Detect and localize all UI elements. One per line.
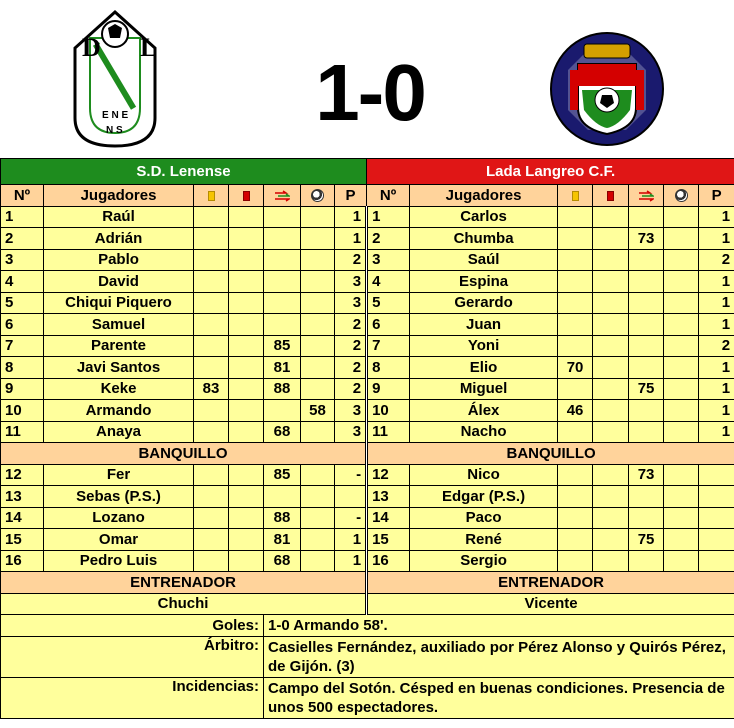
player-g (301, 249, 335, 271)
red-card-icon (607, 191, 614, 201)
player-n: 13 (367, 486, 410, 508)
player-p (699, 464, 734, 486)
player-g (664, 529, 699, 551)
player-p: - (335, 464, 367, 486)
player-s (264, 486, 301, 508)
player-n: 12 (367, 464, 410, 486)
player-n: 9 (367, 378, 410, 400)
player-p: 1 (699, 271, 734, 293)
player-p: 1 (699, 314, 734, 336)
player-name: Saúl (410, 249, 558, 271)
player-name: Armando (44, 400, 194, 422)
col-p: P (335, 185, 367, 207)
player-name: Edgar (P.S.) (410, 486, 558, 508)
player-r (229, 507, 264, 529)
player-r (229, 550, 264, 572)
player-g (664, 228, 699, 250)
player-n: 16 (1, 550, 44, 572)
table-row (1, 486, 734, 508)
player-p: 2 (335, 357, 367, 379)
player-y (558, 335, 593, 357)
player-r (593, 335, 629, 357)
player-name: Pablo (44, 249, 194, 271)
player-y (194, 357, 229, 379)
player-r (229, 206, 264, 228)
player-g (301, 314, 335, 336)
player-p: 2 (335, 335, 367, 357)
player-y (194, 421, 229, 443)
match-header (0, 0, 734, 158)
svg-text:D: D (82, 33, 101, 62)
away-section-label: Vicente (367, 593, 734, 615)
column-header-row (1, 185, 734, 207)
player-y (194, 486, 229, 508)
table-row (1, 249, 734, 271)
player-s: 81 (264, 529, 301, 551)
player-g (664, 249, 699, 271)
player-g (664, 507, 699, 529)
player-g (301, 357, 335, 379)
player-s (264, 228, 301, 250)
player-n: 4 (1, 271, 44, 293)
red-card-icon (243, 191, 250, 201)
player-name: Sergio (410, 550, 558, 572)
player-name: Elio (410, 357, 558, 379)
player-name: David (44, 271, 194, 293)
player-n: 14 (367, 507, 410, 529)
player-p: 1 (699, 400, 734, 422)
section-row (1, 593, 734, 615)
player-g: 58 (301, 400, 335, 422)
player-p: 1 (335, 529, 367, 551)
col-num: Nº (1, 185, 44, 207)
table-row (1, 421, 734, 443)
player-r (593, 314, 629, 336)
svg-text:L: L (140, 33, 158, 62)
ball-icon (675, 189, 688, 202)
player-g (301, 206, 335, 228)
player-name: Chiqui Piquero (44, 292, 194, 314)
player-g (301, 378, 335, 400)
player-g (301, 335, 335, 357)
player-n: 12 (1, 464, 44, 486)
player-y (194, 249, 229, 271)
player-s (264, 292, 301, 314)
player-y (558, 314, 593, 336)
player-p (699, 507, 734, 529)
info-row (1, 677, 734, 718)
player-n: 11 (367, 421, 410, 443)
player-s: 81 (264, 357, 301, 379)
player-s (629, 292, 664, 314)
player-s (629, 357, 664, 379)
player-s (264, 271, 301, 293)
player-r (229, 249, 264, 271)
player-name: Espina (410, 271, 558, 293)
player-name: Gerardo (410, 292, 558, 314)
player-r (593, 507, 629, 529)
yellow-card-icon (208, 191, 215, 201)
player-s: 88 (264, 378, 301, 400)
player-s: 75 (629, 529, 664, 551)
player-name: Keke (44, 378, 194, 400)
player-r (229, 486, 264, 508)
player-s (629, 206, 664, 228)
player-p: 1 (335, 550, 367, 572)
home-section-label: Chuchi (1, 593, 367, 615)
svg-text:E N E: E N E (102, 110, 129, 121)
player-name: Adrián (44, 228, 194, 250)
player-p: 2 (335, 314, 367, 336)
player-s: 73 (629, 464, 664, 486)
player-name: Fer (44, 464, 194, 486)
player-name: Álex (410, 400, 558, 422)
player-n: 8 (367, 357, 410, 379)
player-g (664, 378, 699, 400)
player-n: 6 (367, 314, 410, 336)
player-n: 6 (1, 314, 44, 336)
player-y (194, 228, 229, 250)
player-y (558, 529, 593, 551)
player-s: 88 (264, 507, 301, 529)
table-row (1, 357, 734, 379)
player-s (629, 421, 664, 443)
player-s: 73 (629, 228, 664, 250)
player-y (194, 335, 229, 357)
player-p: 3 (335, 292, 367, 314)
player-p: 2 (335, 378, 367, 400)
player-g (301, 292, 335, 314)
col-yellow (194, 185, 229, 207)
player-r (593, 529, 629, 551)
player-y (194, 271, 229, 293)
player-g (664, 314, 699, 336)
player-g (301, 550, 335, 572)
player-n: 5 (367, 292, 410, 314)
player-r (593, 271, 629, 293)
home-section-label: ENTRENADOR (1, 572, 367, 594)
player-p: 2 (335, 249, 367, 271)
player-n: 3 (367, 249, 410, 271)
lenense-crest-logo (60, 8, 170, 150)
table-row (1, 464, 734, 486)
player-name: Nico (410, 464, 558, 486)
player-r (593, 228, 629, 250)
player-g (301, 421, 335, 443)
player-p: 3 (335, 271, 367, 293)
player-name: Juan (410, 314, 558, 336)
player-p (699, 550, 734, 572)
player-p: 1 (699, 292, 734, 314)
player-g (664, 486, 699, 508)
player-r (229, 292, 264, 314)
player-p: 1 (335, 206, 367, 228)
player-n: 10 (1, 400, 44, 422)
player-name: Anaya (44, 421, 194, 443)
player-y (194, 314, 229, 336)
player-r (593, 292, 629, 314)
ball-icon (311, 189, 324, 202)
info-label: Árbitro: (1, 636, 264, 677)
table-row (1, 507, 734, 529)
player-s (629, 550, 664, 572)
player-s (629, 400, 664, 422)
player-n: 2 (367, 228, 410, 250)
player-name: Miguel (410, 378, 558, 400)
player-s: 85 (264, 464, 301, 486)
player-g (301, 507, 335, 529)
player-y (558, 228, 593, 250)
home-team-name: S.D. Lenense (1, 159, 367, 185)
yellow-card-icon (572, 191, 579, 201)
player-y (194, 464, 229, 486)
info-value: Casielles Fernández, auxiliado por Pérez Alonso y Quirós Pérez, de Gijón. (3) (264, 636, 734, 677)
player-g (301, 464, 335, 486)
final-score: 1-0 (315, 48, 425, 137)
player-p: 1 (699, 206, 734, 228)
player-n: 15 (367, 529, 410, 551)
player-n: 7 (367, 335, 410, 357)
player-name: René (410, 529, 558, 551)
player-p (335, 486, 367, 508)
player-r (593, 249, 629, 271)
lineup-table (0, 158, 734, 719)
player-n: 16 (367, 550, 410, 572)
table-row (1, 529, 734, 551)
player-r (593, 421, 629, 443)
player-y (558, 292, 593, 314)
player-y (194, 400, 229, 422)
player-g (664, 400, 699, 422)
table-row (1, 292, 734, 314)
table-row (1, 550, 734, 572)
player-y (194, 206, 229, 228)
info-value: Campo del Sotón. Césped en buenas condiciones. Presencia de unos 500 espectadores. (264, 677, 734, 718)
table-row (1, 378, 734, 400)
player-y (558, 249, 593, 271)
col-players: Jugadores (410, 185, 558, 207)
player-g (301, 486, 335, 508)
table-row (1, 400, 734, 422)
player-g (301, 271, 335, 293)
col-num: Nº (367, 185, 410, 207)
player-g (664, 206, 699, 228)
player-n: 3 (1, 249, 44, 271)
player-n: 13 (1, 486, 44, 508)
player-s (264, 249, 301, 271)
player-name: Samuel (44, 314, 194, 336)
player-r (229, 464, 264, 486)
player-n: 1 (367, 206, 410, 228)
player-name: Nacho (410, 421, 558, 443)
player-s (629, 486, 664, 508)
player-name: Sebas (P.S.) (44, 486, 194, 508)
player-p (699, 529, 734, 551)
player-name: Parente (44, 335, 194, 357)
player-y (558, 507, 593, 529)
svg-text:N S: N S (106, 125, 123, 136)
player-p (699, 486, 734, 508)
home-section-label: BANQUILLO (1, 443, 367, 465)
player-g (664, 335, 699, 357)
player-name: Javi Santos (44, 357, 194, 379)
player-s (629, 249, 664, 271)
player-n: 7 (1, 335, 44, 357)
player-r (593, 550, 629, 572)
player-p: 1 (699, 357, 734, 379)
player-p: - (335, 507, 367, 529)
player-p: 3 (335, 421, 367, 443)
player-r (229, 228, 264, 250)
player-r (593, 206, 629, 228)
away-section-label: BANQUILLO (367, 443, 734, 465)
langreo-crest-logo (548, 30, 666, 148)
table-row (1, 228, 734, 250)
player-s: 68 (264, 550, 301, 572)
player-r (229, 314, 264, 336)
player-g (664, 464, 699, 486)
table-row (1, 335, 734, 357)
player-y: 46 (558, 400, 593, 422)
away-section-label: ENTRENADOR (367, 572, 734, 594)
table-row (1, 206, 734, 228)
player-y (194, 292, 229, 314)
player-y: 70 (558, 357, 593, 379)
player-name: Carlos (410, 206, 558, 228)
player-s: 68 (264, 421, 301, 443)
player-g (664, 421, 699, 443)
player-g (664, 550, 699, 572)
player-y (194, 529, 229, 551)
table-row (1, 314, 734, 336)
col-red (593, 185, 629, 207)
player-y (558, 486, 593, 508)
player-y (194, 507, 229, 529)
player-r (593, 400, 629, 422)
player-s (264, 206, 301, 228)
col-goal (301, 185, 335, 207)
player-r (593, 378, 629, 400)
info-row (1, 615, 734, 637)
player-p: 2 (699, 335, 734, 357)
player-r (593, 464, 629, 486)
player-y (558, 421, 593, 443)
player-s (629, 335, 664, 357)
player-r (229, 529, 264, 551)
player-s (629, 271, 664, 293)
player-p: 2 (699, 249, 734, 271)
player-s (264, 314, 301, 336)
col-goal (664, 185, 699, 207)
col-yellow (558, 185, 593, 207)
player-y (558, 464, 593, 486)
player-name: Paco (410, 507, 558, 529)
player-y (558, 550, 593, 572)
player-y (558, 378, 593, 400)
player-y: 83 (194, 378, 229, 400)
substitution-icon (274, 190, 290, 202)
player-y (558, 206, 593, 228)
info-label: Incidencias: (1, 677, 264, 718)
player-s (264, 400, 301, 422)
player-n: 15 (1, 529, 44, 551)
player-p: 1 (699, 228, 734, 250)
player-n: 5 (1, 292, 44, 314)
player-r (229, 378, 264, 400)
player-y (558, 271, 593, 293)
player-s: 75 (629, 378, 664, 400)
player-n: 9 (1, 378, 44, 400)
player-g (664, 357, 699, 379)
section-row (1, 443, 734, 465)
player-name: Yoni (410, 335, 558, 357)
player-s: 85 (264, 335, 301, 357)
table-row (1, 271, 734, 293)
player-n: 11 (1, 421, 44, 443)
player-name: Lozano (44, 507, 194, 529)
section-row (1, 572, 734, 594)
col-sub (264, 185, 301, 207)
away-team-name: Lada Langreo C.F. (367, 159, 734, 185)
info-row (1, 636, 734, 677)
player-r (229, 335, 264, 357)
player-n: 1 (1, 206, 44, 228)
player-name: Pedro Luis (44, 550, 194, 572)
player-n: 10 (367, 400, 410, 422)
player-n: 8 (1, 357, 44, 379)
player-n: 2 (1, 228, 44, 250)
player-name: Omar (44, 529, 194, 551)
player-n: 14 (1, 507, 44, 529)
player-g (664, 292, 699, 314)
player-name: Raúl (44, 206, 194, 228)
col-sub (629, 185, 664, 207)
player-name: Chumba (410, 228, 558, 250)
col-p: P (699, 185, 734, 207)
player-p: 1 (699, 421, 734, 443)
player-g (301, 529, 335, 551)
player-g (301, 228, 335, 250)
info-value: 1-0 Armando 58'. (264, 615, 734, 637)
col-players: Jugadores (44, 185, 194, 207)
substitution-icon (638, 190, 654, 202)
player-r (593, 486, 629, 508)
player-y (194, 550, 229, 572)
player-s (629, 314, 664, 336)
player-g (664, 271, 699, 293)
player-r (229, 421, 264, 443)
col-red (229, 185, 264, 207)
player-s (629, 507, 664, 529)
player-r (229, 357, 264, 379)
player-p: 3 (335, 400, 367, 422)
player-r (593, 357, 629, 379)
player-p: 1 (699, 378, 734, 400)
player-n: 4 (367, 271, 410, 293)
player-p: 1 (335, 228, 367, 250)
player-r (229, 400, 264, 422)
player-r (229, 271, 264, 293)
info-label: Goles: (1, 615, 264, 637)
